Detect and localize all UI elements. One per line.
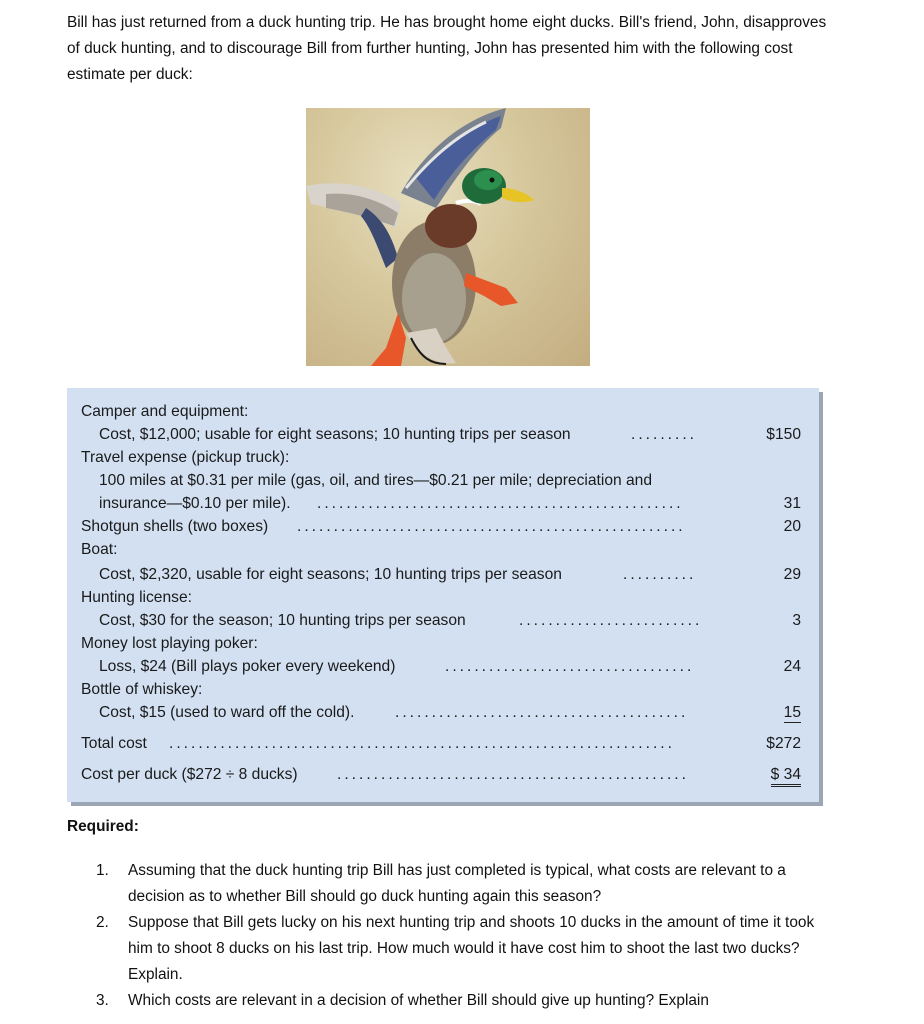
leader-dots: ......... — [631, 426, 697, 443]
cost-estimate-panel — [67, 388, 819, 802]
camper-heading: Camper and equipment: — [81, 403, 249, 420]
boat-detail: Cost, $2,320, usable for eight seasons; 10 hunting trips per season — [99, 566, 562, 583]
leader-dots: ..................................................................... — [169, 735, 675, 752]
boat-detail-row — [81, 563, 801, 586]
total-amount: $272 — [766, 735, 801, 752]
shells-label: Shotgun shells (two boxes) — [81, 518, 269, 535]
camper-heading-row — [81, 400, 801, 423]
poker-heading: Money lost playing poker: — [81, 635, 258, 652]
shells-amount: 20 — [783, 518, 801, 535]
travel-amount: 31 — [783, 495, 801, 512]
question-text: Suppose that Bill gets lucky on his next hunting trip and shoots 10 ducks in the amount of time it took him to shoot 8 ducks on his last trip. How much would it have cost him to shoot the last two ducks? Explain. — [128, 914, 815, 983]
travel-detail-1: 100 miles at $0.31 per mile (gas, oil, and tires—$0.21 per mile; depreciation and — [99, 472, 653, 489]
leader-dots: .................................. — [445, 658, 695, 675]
travel-heading-row — [81, 446, 801, 469]
required-heading: Required: — [67, 818, 139, 835]
travel-heading: Travel expense (pickup truck): — [81, 449, 290, 466]
poker-detail: Loss, $24 (Bill plays poker every weekend) — [99, 658, 396, 675]
list-item: 1. Assuming that the duck hunting trip Bill has just completed is typical, what costs are relevant to a decision as to whether Bill should go duck hunting again this season? — [96, 862, 786, 905]
license-detail-row — [81, 609, 801, 632]
poker-amount: 24 — [783, 658, 801, 675]
list-item: 3. Which costs are relevant in a decision of whether Bill should give up hunting? Explain — [96, 992, 709, 1009]
shells-row — [81, 515, 801, 538]
license-heading-row — [81, 586, 801, 609]
leader-dots: ..................................................... — [297, 518, 686, 535]
questions-list — [92, 858, 832, 1014]
leader-dots: .......... — [623, 566, 697, 583]
leader-dots: .................................................. — [317, 495, 684, 512]
per-duck-label: Cost per duck ($272 ÷ 8 ducks) — [81, 766, 298, 783]
total-row — [81, 732, 801, 755]
travel-detail-row-2 — [81, 492, 801, 515]
total-label: Total cost — [81, 735, 147, 752]
whiskey-detail-row — [81, 701, 801, 724]
whiskey-amount: 15 — [783, 704, 801, 721]
license-amount: 3 — [792, 612, 801, 629]
leader-dots: ........................................ — [395, 704, 689, 721]
whiskey-detail: Cost, $15 (used to ward off the cold). — [99, 704, 355, 721]
leader-dots: ................................................ — [337, 766, 689, 783]
per-duck-row — [81, 763, 801, 786]
boat-heading: Boat: — [81, 541, 118, 558]
leader-dots: ......................... — [519, 612, 703, 629]
boat-heading-row — [81, 538, 801, 561]
license-heading: Hunting license: — [81, 589, 192, 606]
camper-detail: Cost, $12,000; usable for eight seasons; 10 hunting trips per season — [99, 426, 571, 443]
per-duck-amount: $ 34 — [731, 763, 801, 786]
travel-detail-2: insurance—$0.10 per mile). — [99, 495, 291, 512]
travel-detail-row-1 — [81, 469, 801, 492]
whiskey-heading-row — [81, 678, 801, 701]
whiskey-heading: Bottle of whiskey: — [81, 681, 203, 698]
camper-detail-row — [81, 423, 801, 446]
question-text: Which costs are relevant in a decision of whether Bill should give up hunting? Explain — [128, 992, 709, 1009]
mallard-duck-photo — [306, 108, 590, 366]
list-item: 2. Suppose that Bill gets lucky on his next hunting trip and shoots 10 ducks in the amount of time it took him to shoot 8 ducks on his last trip. How much would it have cost him to shoot the last two ducks? Explain. — [96, 914, 815, 983]
camper-amount: $150 — [766, 426, 801, 443]
question-text: Assuming that the duck hunting trip Bill has just completed is typical, what costs are relevant to a decision as to whether Bill should go duck hunting again this season? — [128, 862, 786, 905]
poker-heading-row — [81, 632, 801, 655]
poker-detail-row — [81, 655, 801, 678]
license-detail: Cost, $30 for the season; 10 hunting trips per season — [99, 612, 466, 629]
intro-paragraph: Bill has just returned from a duck hunting trip. He has brought home eight ducks. Bill's friend, John, disapproves of duck hunting, and to discourage Bill from further hunting, John has presented him with the following cost estimate per duck: — [67, 14, 827, 83]
boat-amount: 29 — [783, 566, 801, 583]
